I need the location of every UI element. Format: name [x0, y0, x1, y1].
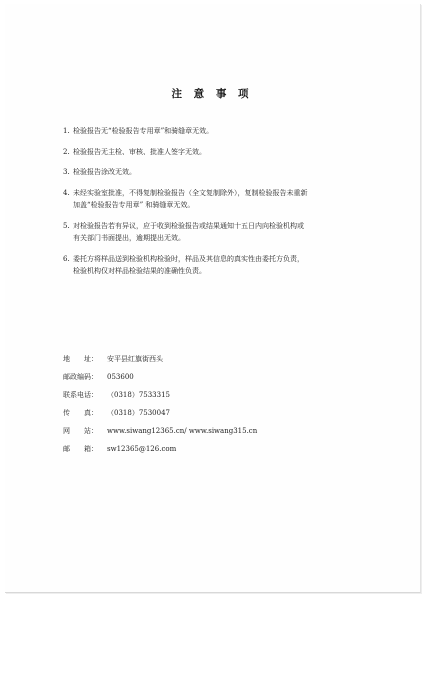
contact-email: [63, 444, 363, 454]
note-item: [63, 220, 373, 245]
contact-postcode: [63, 372, 363, 382]
notes-list: [63, 125, 373, 286]
note-item: [63, 125, 373, 138]
note-number: 5.: [63, 221, 70, 230]
contact-phone: [63, 390, 363, 400]
note-number: 2.: [63, 147, 70, 156]
note-text: 检验报告无主检、审核、批准人签字无效。: [73, 147, 206, 156]
note-item: [63, 253, 373, 278]
contact-label: 联系电话：: [63, 391, 98, 399]
note-item: [63, 146, 373, 159]
note-number: 4.: [63, 188, 70, 197]
contact-address: [63, 354, 363, 364]
contact-value: 053600: [107, 373, 134, 381]
contact-label: 邮 箱：: [63, 445, 98, 453]
note-text: 检验报告涂改无效。: [73, 168, 136, 176]
contact-value: （0318）7530047: [107, 409, 170, 417]
note-number: 3.: [63, 168, 70, 176]
note-text: 委托方将样品送到检验机构检验时，样品及其信息的真实性由委托方负责， 检验机构仅对样品检验结果的准确性负责。: [73, 254, 304, 275]
page-title: 注 意 事 项: [171, 88, 253, 100]
note-item: [63, 187, 373, 212]
note-number: 1.: [63, 127, 70, 135]
contact-label: 邮政编码：: [63, 373, 98, 381]
contact-label: 网 站：: [63, 427, 98, 435]
note-text: 未经实验室批准，不得复制检验报告（全文复制除外），复制检验报告未重新 加盖“检验报告专用章” 和骑缝章无效。: [73, 188, 308, 209]
contact-value: www.siwang12365.cn/ www.siwang315.cn: [107, 427, 258, 435]
contact-block: [63, 354, 363, 462]
contact-fax: [63, 408, 363, 418]
note-number: 6.: [63, 254, 70, 263]
contact-value: sw12365@126.com: [107, 445, 177, 453]
note-text: 检验报告无“检验报告专用章”和骑缝章无效。: [73, 127, 214, 135]
note-text: 对检验报告若有异议，应于收到检验报告或结果通知十五日内向检验机构或 有关部门书面提出，逾期提出无效。: [73, 221, 304, 242]
contact-website: [63, 426, 363, 436]
contact-value: （0318）7533315: [107, 391, 170, 399]
contact-label: 传 真：: [63, 409, 98, 417]
contact-label: 地 址：: [63, 355, 98, 363]
note-item: [63, 166, 373, 179]
contact-value: 安平县红旗街西头: [107, 355, 163, 363]
